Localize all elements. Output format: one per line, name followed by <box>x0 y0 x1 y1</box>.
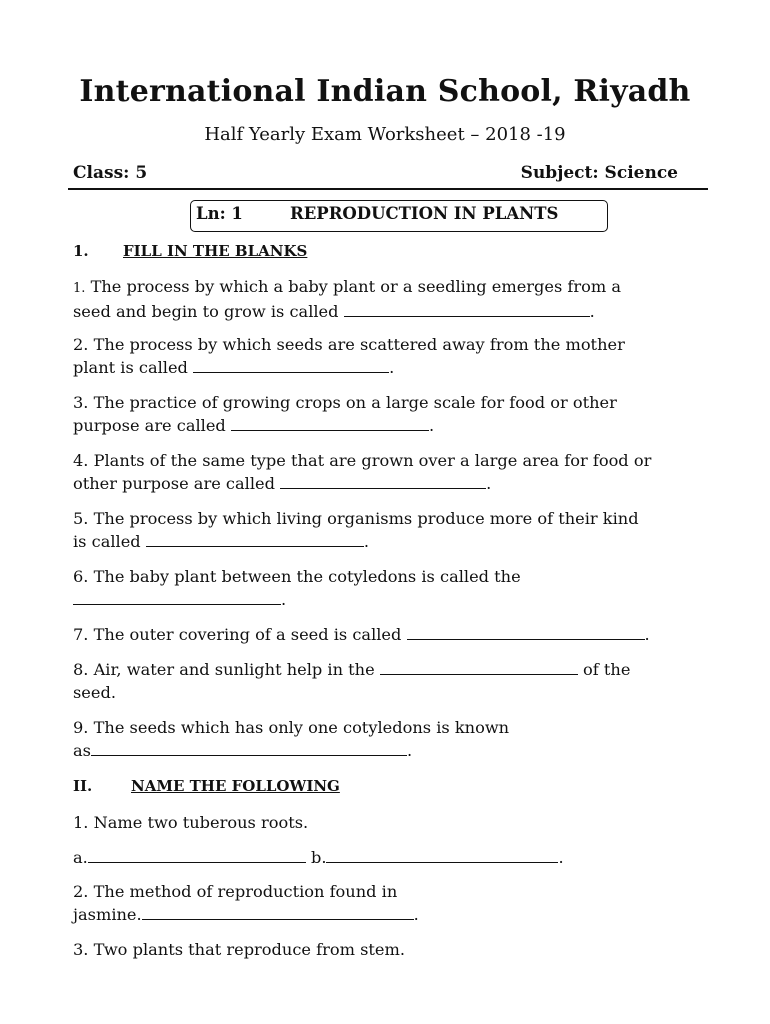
answer-blank[interactable] <box>231 415 429 431</box>
section-number: II. <box>73 777 93 795</box>
lesson-number: Ln: 1 <box>196 204 243 223</box>
answer-blank[interactable] <box>142 904 414 920</box>
answer-blank[interactable] <box>380 659 578 675</box>
question-item: 1. Name two tuberous roots. <box>73 813 309 832</box>
answer-blank[interactable] <box>407 624 645 640</box>
section-number: 1. <box>73 242 89 260</box>
header-divider <box>68 188 708 190</box>
question-item: 9. The seeds which has only one cotyledons is known as . <box>73 718 510 760</box>
question-item: 4. Plants of the same type that are grown over a large area for food or other purpose are called . <box>73 451 652 493</box>
option-b-label: b. <box>310 848 327 867</box>
lesson-heading-box <box>190 200 608 232</box>
class-label: Class: 5 <box>73 163 148 183</box>
question-item: 2. The method of reproduction found in jasmine. . <box>73 882 419 924</box>
answer-blank[interactable] <box>91 740 407 756</box>
answer-blank[interactable] <box>280 473 486 489</box>
question-item: 7. The outer covering of a seed is called . <box>73 625 650 644</box>
answer-blank[interactable] <box>193 357 389 373</box>
answer-blank[interactable] <box>88 847 306 863</box>
lesson-title: REPRODUCTION IN PLANTS <box>290 204 559 223</box>
subject-label: Subject: Science <box>520 163 678 183</box>
option-a-label: a. <box>73 848 88 867</box>
question-item: 8. Air, water and sunlight help in the of the seed. <box>73 660 631 702</box>
question-item: 2. The process by which seeds are scattered away from the mother plant is called . <box>73 335 625 377</box>
question-item: 3. The practice of growing crops on a large scale for food or other purpose are called . <box>73 393 617 435</box>
question-item: 5. The process by which living organisms produce more of their kind is called . <box>73 509 639 551</box>
answer-blank[interactable] <box>73 589 281 605</box>
section-title: FILL IN THE BLANKS <box>123 242 308 260</box>
answer-blank[interactable] <box>344 301 590 317</box>
answer-blank[interactable] <box>326 847 558 863</box>
question-item: 1. The process by which a baby plant or a seedling emerges from a seed and begin to grow is called . <box>73 277 622 321</box>
section-title: NAME THE FOLLOWING <box>131 777 340 795</box>
section-heading-name-following <box>73 777 340 795</box>
question-item: 6. The baby plant between the cotyledons is called the . <box>73 567 521 609</box>
answer-options-row: a. b. . <box>73 848 564 867</box>
school-title: International Indian School, Riyadh <box>79 74 691 109</box>
answer-blank[interactable] <box>146 531 364 547</box>
section-heading-fill-blanks <box>73 242 307 260</box>
exam-subtitle: Half Yearly Exam Worksheet – 2018 -19 <box>204 124 566 145</box>
question-item: 3. Two plants that reproduce from stem. <box>73 940 405 959</box>
